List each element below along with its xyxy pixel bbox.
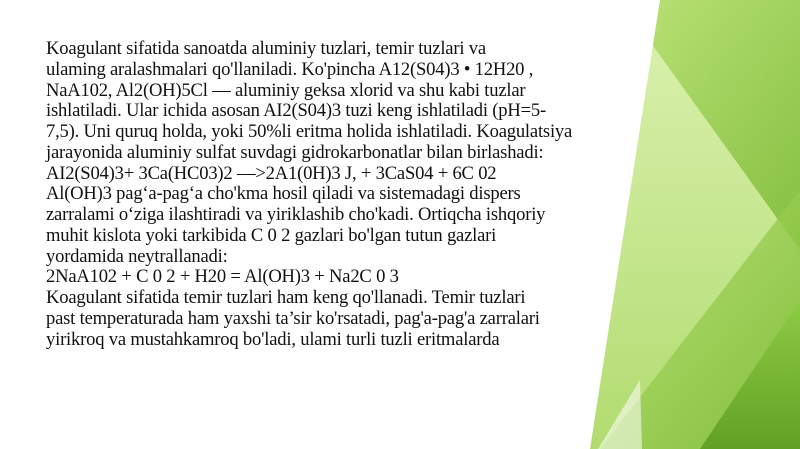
text-line: Koagulant sifatida temir tuzlari ham keng qo'llanadi. Temir tuzlari <box>46 287 526 308</box>
text-line: yordamida neytrallanadi: <box>46 245 228 267</box>
text-line: NaA102, Al2(OH)5Cl — aluminiy geksa xlorid va shu kabi tuzlar <box>46 79 526 101</box>
text-line: Koagulant sifatida sanoatda aluminiy tuzlari, temir tuzlari va <box>46 38 486 59</box>
text-line: muhit kislota yoki tarkibida C 0 2 gazlari bo'lgan tutun gazlari <box>46 224 497 246</box>
text-line: past temperaturada ham yaxshi ta’sir ko'rsatadi, pag'a-pag'a zarralari <box>46 307 540 329</box>
text-line: jarayonida aluminiy sulfat suvdagi gidrokarbonatlar bilan birlashadi: <box>46 141 544 163</box>
text-line: zarralami o‘ziga ilashtiradi va yiriklashib cho'kadi. Ortiqcha ishqoriy <box>46 204 546 225</box>
body-text <box>46 39 646 350</box>
text-line: yirikroq va mustahkamroq bo'ladi, ulami turli tuzli eritmalarda <box>46 328 500 350</box>
reaction-equation: 2NaA102 + C 0 2 + H20 = Al(OH)3 + Na2C 0 3 <box>46 266 399 288</box>
text-line: ulaming aralashmalari qo'llaniladi. Ko'pincha A12(S04)3 • 12H20 , <box>46 58 534 80</box>
reaction-equation: AI2(S04)3+ 3Ca(HC03)2 —>2A1(0H)3 J, + 3CaS04 + 6C 02 <box>46 162 497 184</box>
text-line: Al(OH)3 pag‘a-pag‘a cho'kma hosil qiladi va sistemadagi dispers <box>46 183 521 205</box>
text-line: 7,5). Uni quruq holda, yoki 50%li eritma holida ishlatiladi. Koagulatsiya <box>46 121 573 142</box>
text-line: ishlatiladi. Ular ichida asosan AI2(S04)3 tuzi keng ishlatiladi (pH=5- <box>46 100 546 122</box>
